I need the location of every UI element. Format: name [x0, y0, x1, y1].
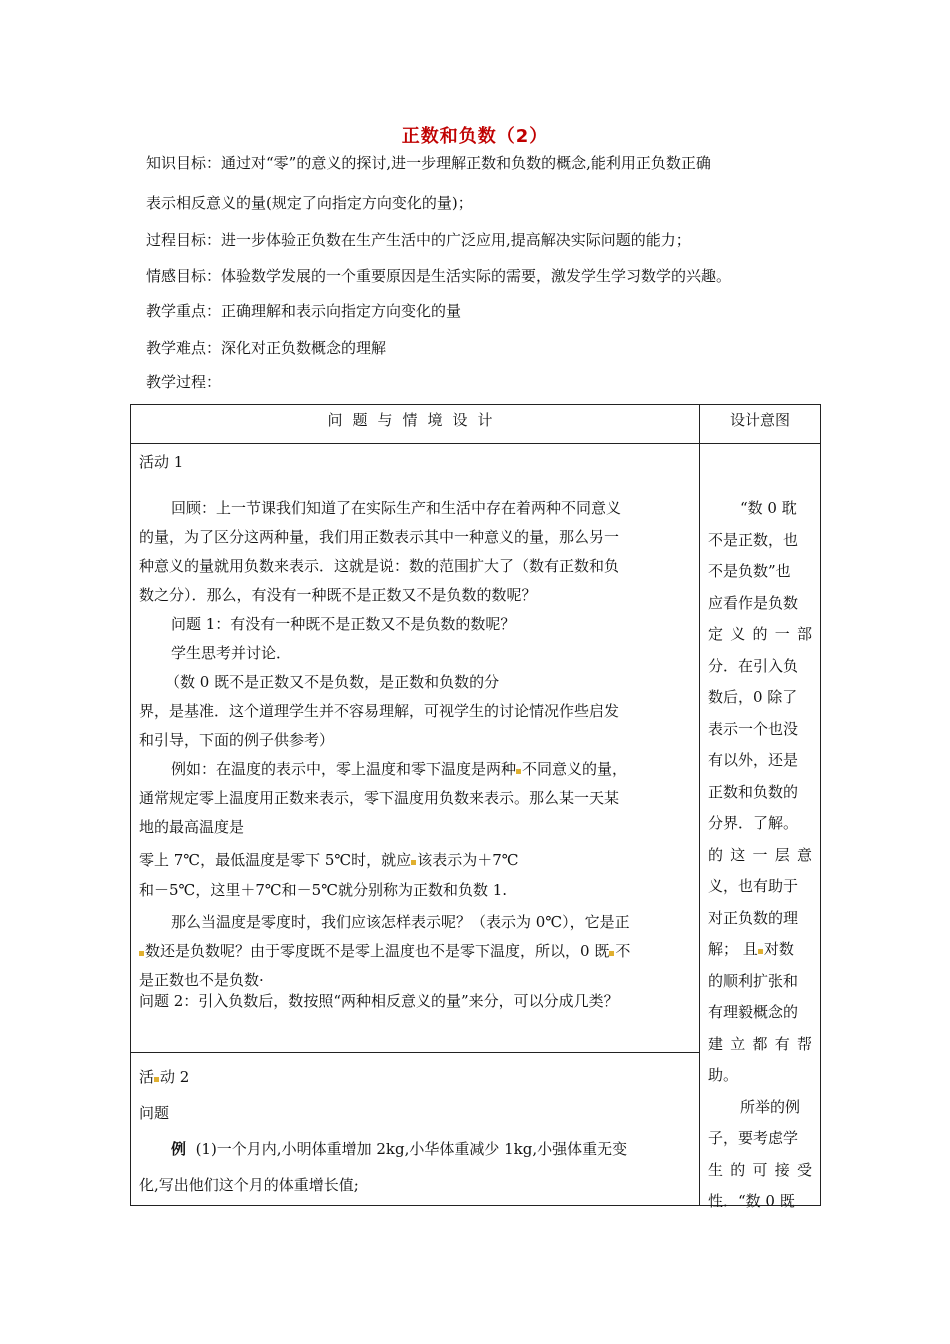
intent-line8: 表示一个也没	[708, 720, 799, 738]
activity2-cell	[131, 1053, 700, 1206]
intent-line15-c: 对数	[763, 940, 794, 958]
activity2-example-line1	[171, 1139, 627, 1159]
zero-degree-line2-a: 数还是负数呢？由于零度既不是零上温度也不是零下温度，所以，0 既	[145, 942, 610, 960]
intent-line18: 建 立 都 有 帮	[708, 1035, 812, 1053]
students-discuss: 学生思考并讨论．	[171, 644, 292, 662]
intent-line12: 的 这 一 层 意	[708, 846, 812, 864]
example-line1-b: 不同意义的量，	[522, 760, 628, 778]
process-table	[130, 404, 821, 1210]
process-goal: 过程目标：进一步体验正负数在生产生活中的广泛应用,提高解决实际问题的能力；	[146, 231, 691, 249]
intent-line4: 应看作是负数	[708, 594, 799, 612]
header-design-intent: 设计意图	[700, 405, 821, 444]
teaching-focus: 教学重点：正确理解和表示向指定方向变化的量	[146, 302, 462, 320]
note-line2: 界，是基准．这个道理学生并不容易理解，可视学生的讨论情况作些启发	[139, 702, 620, 720]
example-text-1: (1)一个月内,小明体重增加 2kg,小华体重减少 1kg,小强体重无变	[195, 1140, 628, 1158]
example-line3: 地的最高温度是	[139, 818, 245, 836]
example-line1-a: 例如：在温度的表示中，零上温度和零下温度是两种	[171, 760, 517, 778]
intent-line14: 对正负数的理	[708, 909, 799, 927]
intent-line20: 所举的例	[740, 1098, 801, 1116]
activity2-title	[139, 1067, 189, 1087]
zero-degree-line2	[139, 941, 630, 961]
intent-line15	[708, 939, 812, 959]
example-line4	[139, 850, 519, 870]
example-line4-b: 该表示为＋7℃	[417, 851, 519, 869]
zero-degree-line3: 是正数也不是负数·	[139, 971, 264, 989]
activity2-title-a: 活	[139, 1068, 155, 1086]
intent-line1: “数 0 耽	[740, 499, 797, 517]
knowledge-goal-line1: 知识目标：通过对“零”的意义的探讨,进一步理解正数和负数的概念,能利用正负数正确	[146, 154, 711, 172]
intent-line7: 数后，0 除了	[708, 688, 798, 706]
question2: 问题 2：引入负数后，数按照“两种相反意义的量”来分，可以分成几类？	[139, 992, 619, 1010]
revision-mark	[154, 1077, 159, 1082]
intent-line2: 不是正数，也	[708, 531, 799, 549]
example-line1	[171, 759, 627, 779]
review-line3: 种意义的量就用负数来表示．这就是说：数的范围扩大了（数有正数和负	[139, 557, 620, 575]
revision-mark	[411, 860, 416, 865]
intent-line6: 分．在引入负	[708, 657, 799, 675]
intent-line22: 生 的 可 接 受	[708, 1161, 812, 1179]
activity2-example-line2: 化,写出他们这个月的体重增长值;	[139, 1176, 359, 1194]
review-line4: 数之分）．那么，有没有一种既不是正数又不是负数的数呢？	[139, 586, 537, 604]
design-intent-cell	[700, 444, 821, 1210]
review-line2: 的量，为了区分这两种量，我们用正数表示其中一种意义的量，那么另一	[139, 528, 620, 546]
example-label: 例	[171, 1140, 187, 1158]
intent-line19: 助。	[708, 1066, 739, 1084]
intent-line11: 分界．了解。	[708, 814, 799, 832]
intent-line10: 正数和负数的	[708, 783, 799, 801]
intent-line5: 定 义 的 一 部	[708, 625, 812, 643]
revision-mark	[609, 951, 614, 956]
activity1-cell	[131, 444, 700, 1053]
zero-degree-line2-b: 不	[615, 942, 631, 960]
intent-line17: 有理毅概念的	[708, 1003, 799, 1021]
intent-line15-a: 解；	[708, 940, 739, 958]
teaching-difficulty: 教学难点：深化对正负数概念的理解	[146, 339, 387, 357]
intent-line3: 不是负数”也	[708, 562, 791, 580]
revision-mark	[758, 949, 763, 954]
document-title: 正数和负数（2）	[401, 126, 549, 147]
intent-line16: 的顺利扩张和	[708, 972, 799, 990]
knowledge-goal-line2: 表示相反意义的量(规定了向指定方向变化的量)；	[146, 194, 473, 212]
review-line1: 回顾：上一节课我们知道了在实际生产和生活中存在着两种不同意义	[171, 499, 622, 517]
example-line2: 通常规定零上温度用正数来表示，零下温度用负数来表示。那么某一天某	[139, 789, 620, 807]
intent-line9: 有以外，还是	[708, 751, 799, 769]
activity2-title-b: 动 2	[160, 1068, 190, 1086]
activity2-subtitle: 问题	[139, 1104, 170, 1122]
intent-line15-b: 且	[742, 940, 758, 958]
teaching-process-label: 教学过程：	[146, 373, 222, 391]
emotion-goal: 情感目标：体验数学发展的一个重要原因是生活实际的需要，激发学生学习数学的兴趣。	[146, 267, 732, 285]
intent-line13: 义，也有助于	[708, 877, 799, 895]
activity1-title: 活动 1	[139, 453, 184, 471]
header-problem-design: 问题与情境设计	[131, 405, 700, 444]
question1: 问题 1：有没有一种既不是正数又不是负数的数呢？	[171, 615, 516, 633]
intent-line21: 子，要考虑学	[708, 1129, 799, 1147]
note-line1: （数 0 既不是正数又不是负数，是正数和负数的分	[165, 673, 500, 691]
example-line4-a: 零上 7℃，最低温度是零下 5℃时，就应	[139, 851, 412, 869]
note-line3: 和引导，下面的例子供参考）	[139, 731, 335, 749]
revision-mark	[139, 951, 144, 956]
revision-mark	[516, 769, 521, 774]
intent-line23: 性．“数 0 既	[708, 1192, 795, 1210]
example-line5: 和－5℃，这里＋7℃和－5℃就分别称为正数和负数 1.	[139, 881, 508, 899]
zero-degree-line1: 那么当温度是零度时，我们应该怎样表示呢？（表示为 0℃），它是正	[171, 913, 630, 931]
